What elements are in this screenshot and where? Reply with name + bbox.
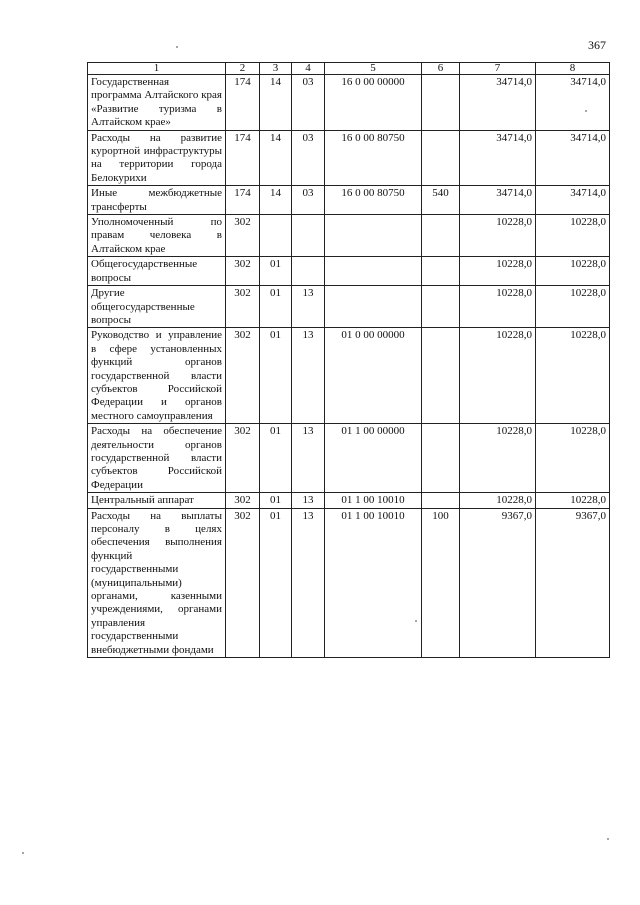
cell-target-article (325, 257, 422, 286)
row-name: Государственная программа Алтайского края «Развитие туризма в Алтайском крае» (88, 75, 226, 131)
row-name: Руководство и управление в сфере установленных функций органов государственной власти субъектов Российской Федерации и органов местного самоуправления (88, 328, 226, 424)
scan-speck (22, 852, 24, 854)
column-header: 4 (292, 63, 325, 75)
table-row (88, 215, 610, 257)
cell-section: 01 (260, 508, 292, 657)
budget-table (87, 62, 610, 658)
column-header: 1 (88, 63, 226, 75)
row-name: Иные межбюджетные трансферты (88, 186, 226, 215)
table-row (88, 130, 610, 186)
cell-amount: 9367,0 (460, 508, 536, 657)
column-header: 2 (226, 63, 260, 75)
row-name: Уполномоченный по правам человека в Алтайском крае (88, 215, 226, 257)
cell-amount: 10228,0 (536, 286, 610, 328)
cell-section: 14 (260, 75, 292, 131)
cell-target-article: 01 0 00 00000 (325, 328, 422, 424)
scan-speck (415, 620, 417, 622)
cell-code: 302 (226, 328, 260, 424)
cell-expense-type (422, 257, 460, 286)
cell-expense-type (422, 493, 460, 508)
cell-section: 01 (260, 328, 292, 424)
cell-amount: 10228,0 (460, 424, 536, 493)
cell-amount: 10228,0 (460, 286, 536, 328)
scan-speck (585, 110, 587, 112)
cell-amount: 34714,0 (460, 130, 536, 186)
cell-section (260, 215, 292, 257)
table-row (88, 75, 610, 131)
cell-amount: 34714,0 (460, 186, 536, 215)
cell-code: 302 (226, 215, 260, 257)
cell-amount: 10228,0 (536, 257, 610, 286)
cell-expense-type (422, 328, 460, 424)
row-name: Общегосударственные вопросы (88, 257, 226, 286)
cell-subsection: 13 (292, 508, 325, 657)
row-name: Центральный аппарат (88, 493, 226, 508)
cell-target-article: 16 0 00 80750 (325, 186, 422, 215)
cell-amount: 9367,0 (536, 508, 610, 657)
cell-expense-type: 100 (422, 508, 460, 657)
column-header: 5 (325, 63, 422, 75)
page-number: 367 (588, 38, 606, 52)
table-row (88, 493, 610, 508)
row-name: Расходы на развитие курортной инфраструктуры на территории города Белокурихи (88, 130, 226, 186)
cell-subsection: 03 (292, 130, 325, 186)
cell-expense-type (422, 286, 460, 328)
cell-code: 302 (226, 424, 260, 493)
table-row (88, 508, 610, 657)
cell-amount: 10228,0 (460, 215, 536, 257)
cell-code: 174 (226, 130, 260, 186)
cell-code: 302 (226, 493, 260, 508)
cell-amount: 10228,0 (460, 257, 536, 286)
cell-target-article: 01 1 00 00000 (325, 424, 422, 493)
table-row (88, 328, 610, 424)
column-header: 7 (460, 63, 536, 75)
cell-section: 14 (260, 130, 292, 186)
table-row (88, 286, 610, 328)
cell-subsection (292, 257, 325, 286)
cell-expense-type: 540 (422, 186, 460, 215)
cell-code: 302 (226, 257, 260, 286)
cell-amount: 10228,0 (536, 493, 610, 508)
cell-target-article: 01 1 00 10010 (325, 508, 422, 657)
cell-section: 01 (260, 257, 292, 286)
cell-code: 174 (226, 75, 260, 131)
cell-subsection: 13 (292, 493, 325, 508)
cell-subsection: 03 (292, 75, 325, 131)
cell-section: 01 (260, 493, 292, 508)
cell-subsection (292, 215, 325, 257)
header-row (88, 63, 610, 75)
cell-amount: 34714,0 (460, 75, 536, 131)
cell-section: 01 (260, 286, 292, 328)
row-name: Другие общегосударственные вопросы (88, 286, 226, 328)
cell-amount: 34714,0 (536, 130, 610, 186)
column-header: 8 (536, 63, 610, 75)
column-header: 3 (260, 63, 292, 75)
cell-expense-type (422, 130, 460, 186)
table-row (88, 186, 610, 215)
row-name: Расходы на выплаты персоналу в целях обеспечения выполнения функций государственными (муниципальными) органами, казенными учреждениями, органами управления государственными внебюджетными фондами (88, 508, 226, 657)
cell-amount: 10228,0 (460, 328, 536, 424)
cell-amount: 10228,0 (536, 215, 610, 257)
scan-speck (176, 46, 178, 48)
cell-subsection: 13 (292, 286, 325, 328)
row-name: Расходы на обеспечение деятельности органов государственной власти субъектов Российской Федерации (88, 424, 226, 493)
cell-amount: 34714,0 (536, 186, 610, 215)
cell-section: 01 (260, 424, 292, 493)
cell-subsection: 13 (292, 424, 325, 493)
column-header: 6 (422, 63, 460, 75)
cell-subsection: 03 (292, 186, 325, 215)
table-row (88, 257, 610, 286)
cell-subsection: 13 (292, 328, 325, 424)
cell-target-article (325, 215, 422, 257)
cell-target-article: 16 0 00 00000 (325, 75, 422, 131)
cell-target-article (325, 286, 422, 328)
cell-code: 302 (226, 508, 260, 657)
scan-speck (607, 838, 609, 840)
cell-target-article: 01 1 00 10010 (325, 493, 422, 508)
cell-section: 14 (260, 186, 292, 215)
cell-target-article: 16 0 00 80750 (325, 130, 422, 186)
cell-amount: 10228,0 (460, 493, 536, 508)
cell-expense-type (422, 75, 460, 131)
cell-amount: 34714,0 (536, 75, 610, 131)
cell-code: 302 (226, 286, 260, 328)
table-row (88, 424, 610, 493)
cell-amount: 10228,0 (536, 328, 610, 424)
cell-expense-type (422, 424, 460, 493)
cell-expense-type (422, 215, 460, 257)
cell-code: 174 (226, 186, 260, 215)
cell-amount: 10228,0 (536, 424, 610, 493)
